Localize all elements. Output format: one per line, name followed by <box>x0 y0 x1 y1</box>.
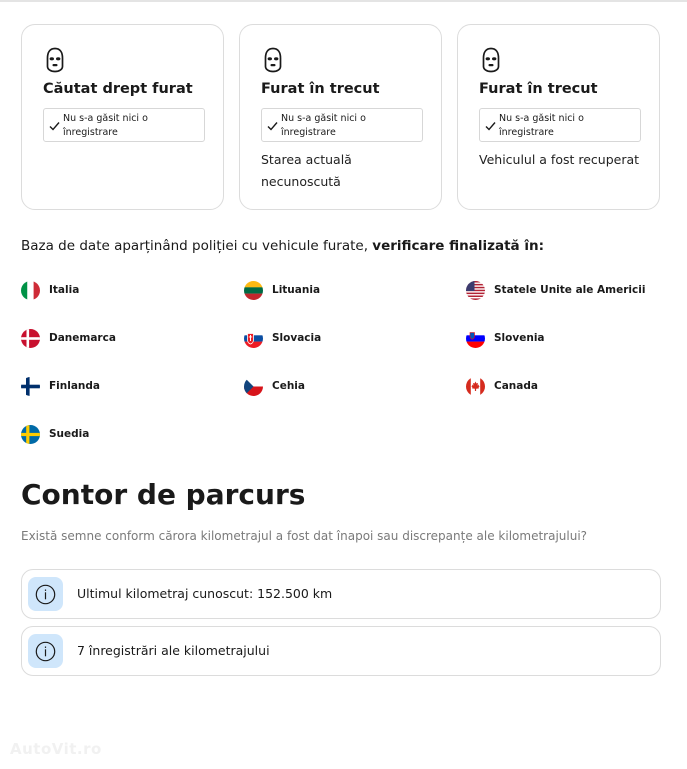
badge-text: Nu s-a găsit nici o înregistrare <box>63 113 148 138</box>
card-status: Starea actuală necunoscută <box>261 152 352 189</box>
balaclava-icon <box>480 47 502 73</box>
country-lithuania <box>244 280 320 300</box>
sweden-flag-icon <box>21 425 40 444</box>
top-divider <box>0 0 687 2</box>
country-usa <box>466 280 645 300</box>
badge-text: Nu s-a găsit nici o înregistrare <box>499 113 584 138</box>
no-record-badge <box>479 108 641 142</box>
slovenia-flag-icon <box>466 329 485 348</box>
country-canada <box>466 376 538 396</box>
country-name: Slovacia <box>272 332 322 344</box>
country-name: Statele Unite ale Americii <box>494 284 646 296</box>
country-name: Canada <box>494 380 538 392</box>
odometer-records-row <box>21 626 661 676</box>
country-slovakia <box>244 328 321 348</box>
check-icon <box>485 121 496 131</box>
card-title: Căutat drept furat <box>43 81 193 97</box>
italy-flag-icon <box>21 281 40 300</box>
finland-flag-icon <box>21 377 40 396</box>
balaclava-icon <box>44 47 66 73</box>
country-denmark <box>21 328 116 348</box>
country-name: Slovenia <box>494 332 545 344</box>
country-name: Cehia <box>272 380 305 392</box>
database-bold: verificare finalizată în: <box>372 238 545 254</box>
odometer-subtitle: Există semne conform cărora kilometrajul a fost dat înapoi sau discrepanțe ale kilometrajului? <box>21 529 588 543</box>
balaclava-icon <box>262 47 284 73</box>
stolen-card-wanted <box>21 24 224 210</box>
odometer-last-known-row <box>21 569 661 619</box>
card-title: Furat în trecut <box>261 81 380 97</box>
info-icon <box>35 584 56 605</box>
stolen-card-past-recovered <box>457 24 660 210</box>
watermark: AutoVit.ro <box>10 740 102 758</box>
lithuania-flag-icon <box>244 281 263 300</box>
database-text: Baza de date aparținând poliției cu vehicule furate, <box>21 238 373 254</box>
country-czechia <box>244 376 305 396</box>
czechia-flag-icon <box>244 377 263 396</box>
usa-flag-icon <box>466 281 485 300</box>
country-name: Danemarca <box>49 332 116 344</box>
odometer-heading: Contor de parcurs <box>21 478 306 511</box>
country-slovenia <box>466 328 545 348</box>
country-italy <box>21 280 79 300</box>
stolen-card-past-unknown <box>239 24 442 210</box>
country-finland <box>21 376 100 396</box>
country-name: Lituania <box>272 284 321 296</box>
no-record-badge <box>261 108 423 142</box>
canada-flag-icon <box>466 377 485 396</box>
denmark-flag-icon <box>21 329 40 348</box>
card-status: Vehiculul a fost recuperat <box>479 152 640 167</box>
odometer-info-text: Ultimul kilometraj cunoscut: 152.500 km <box>77 586 333 601</box>
info-icon <box>35 641 56 662</box>
country-sweden <box>21 424 89 444</box>
slovakia-flag-icon <box>244 329 263 348</box>
database-statement <box>21 238 544 254</box>
country-name: Italia <box>49 284 80 296</box>
country-name: Finlanda <box>49 380 101 392</box>
info-icon-box <box>28 577 63 611</box>
badge-text: Nu s-a găsit nici o înregistrare <box>281 113 366 138</box>
country-name: Suedia <box>49 428 90 440</box>
check-icon <box>267 121 278 131</box>
check-icon <box>49 121 60 131</box>
no-record-badge <box>43 108 205 142</box>
odometer-info-text: 7 înregistrări ale kilometrajului <box>77 643 270 658</box>
card-title: Furat în trecut <box>479 81 598 97</box>
info-icon-box <box>28 634 63 668</box>
